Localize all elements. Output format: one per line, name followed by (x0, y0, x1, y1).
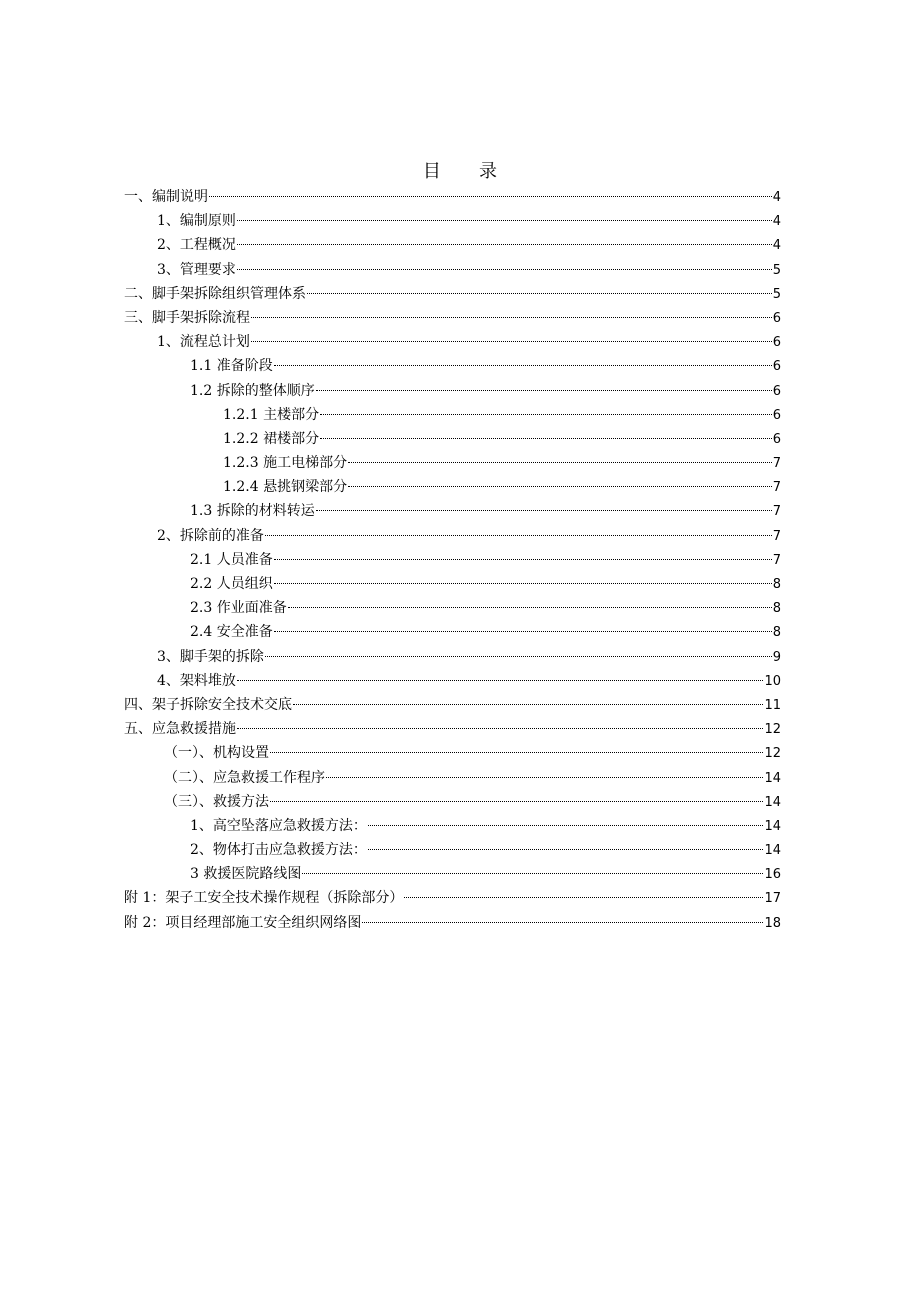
toc-entry-label: 1.1 准备阶段 (190, 358, 273, 375)
toc-entry-page-number: 9 (772, 649, 781, 665)
toc-dot-leader (237, 666, 764, 681)
toc-dot-leader (274, 569, 772, 584)
toc-dot-leader (288, 593, 772, 608)
toc-entry-label: 3、脚手架的拆除 (157, 648, 264, 665)
toc-dot-leader (209, 182, 772, 197)
toc-dot-leader (320, 400, 772, 415)
toc-entry-label: 1.2.3 施工电梯部分 (223, 455, 348, 472)
toc-entry-label: 五、应急救援措施 (124, 721, 236, 738)
toc-entry-label: 1、编制原则 (157, 213, 236, 230)
toc-entry-page-number: 14 (764, 794, 781, 810)
toc-dot-leader (237, 206, 772, 221)
toc-list (124, 185, 781, 935)
toc-dot-leader (362, 908, 763, 923)
toc-entry-label: 一、编制说明 (124, 189, 208, 205)
toc-dot-leader (274, 545, 772, 560)
toc-entry-label: 四、架子拆除安全技术交底 (124, 696, 292, 713)
toc-entry-label: 1、流程总计划 (157, 334, 250, 351)
toc-entry-label: 2、物体打击应急救援方法： (190, 842, 367, 859)
toc-dot-leader (274, 617, 772, 632)
toc-entry-label: 1、高空坠落应急救援方法： (190, 817, 367, 834)
toc-entry-label: 3 救援医院路线图 (190, 866, 302, 883)
toc-dot-leader (316, 376, 772, 391)
toc-entry-page-number: 6 (772, 407, 781, 423)
toc-entry-page-number: 6 (772, 383, 781, 399)
toc-entry-page-number: 6 (772, 335, 781, 351)
toc-entry-label: 3、管理要求 (157, 261, 236, 278)
toc-entry-page-number: 12 (764, 746, 781, 762)
toc-dot-leader (293, 690, 763, 705)
toc-dot-leader (265, 642, 772, 657)
toc-entry-page-number: 6 (772, 359, 781, 375)
toc-dot-leader (320, 424, 772, 439)
toc-entry-page-number: 14 (764, 770, 781, 786)
toc-entry-label: 二、脚手架拆除组织管理体系 (124, 285, 306, 302)
toc-entry-label: 4、架料堆放 (157, 672, 236, 689)
toc-entry-page-number: 10 (764, 673, 781, 689)
toc-entry-page-number: 12 (764, 722, 781, 738)
toc-entry-page-number: 8 (772, 577, 781, 592)
toc-entry-page-number: 7 (772, 480, 781, 496)
toc-entry-label: 1.3 拆除的材料转运 (190, 503, 315, 520)
toc-entry-page-number: 8 (772, 601, 781, 617)
toc-entry-label: 1.2.4 悬挑钢梁部分 (223, 479, 348, 496)
toc-entry-label: （二）、应急救援工作程序 (164, 769, 325, 786)
toc-dot-leader (326, 763, 763, 778)
toc-entry-label: （一）、机构设置 (164, 745, 269, 762)
toc-dot-leader (274, 351, 772, 366)
toc-entry-page-number: 6 (772, 431, 781, 447)
toc-dot-leader (368, 835, 764, 850)
toc-entry-page-number: 5 (772, 262, 781, 278)
toc-dot-leader (316, 496, 772, 511)
toc-entry-label: （三）、救援方法 (164, 793, 269, 810)
toc-dot-leader (270, 787, 763, 802)
toc-dot-leader (237, 714, 763, 729)
toc-dot-leader (348, 448, 772, 463)
toc-entry-label: 附 1：架子工安全技术操作规程（拆除部分） (124, 890, 404, 907)
toc-entry-label: 2.3 作业面准备 (190, 600, 287, 617)
toc-entry-label: 2.2 人员组织 (190, 576, 273, 592)
toc-entry-page-number: 7 (772, 552, 781, 568)
toc-entry-label: 1.2.2 裙楼部分 (223, 430, 320, 447)
toc-dot-leader (302, 859, 763, 874)
toc-dot-leader (251, 303, 772, 318)
toc-entry-page-number: 7 (772, 456, 781, 472)
toc-entry-page-number: 14 (764, 843, 781, 859)
toc-entry-label: 2、拆除前的准备 (157, 527, 264, 544)
toc-dot-leader (265, 521, 772, 536)
toc-entry-page-number: 4 (772, 190, 781, 205)
toc-entry-page-number: 18 (764, 915, 781, 931)
toc-entry-page-number: 8 (772, 625, 781, 641)
toc-dot-leader (404, 883, 763, 898)
toc-entry-page-number: 14 (764, 818, 781, 834)
toc-entry-label: 1.2.1 主楼部分 (223, 406, 320, 423)
toc-entry-page-number: 7 (772, 528, 781, 544)
toc-entry-label: 2.1 人员准备 (190, 551, 273, 568)
toc-dot-leader (251, 327, 772, 342)
toc-entry-label: 2.4 安全准备 (190, 624, 273, 641)
toc-dot-leader (237, 230, 772, 245)
toc-entry-label: 2、工程概况 (157, 237, 236, 254)
toc-entry-page-number: 4 (772, 214, 781, 230)
toc-entry-page-number: 4 (772, 238, 781, 254)
toc-entry-label: 1.2 拆除的整体顺序 (190, 382, 315, 399)
toc-entry-label: 附 2：项目经理部施工安全组织网络图 (124, 914, 362, 931)
toc-dot-leader (368, 811, 764, 826)
toc-entry-page-number: 16 (764, 867, 781, 883)
toc-title: 目 录 (422, 161, 514, 182)
toc-entry-page-number: 5 (772, 286, 781, 302)
toc-dot-leader (307, 279, 772, 294)
toc-dot-leader (348, 472, 772, 487)
toc-entry-label: 三、脚手架拆除流程 (124, 309, 250, 326)
toc-dot-leader (270, 738, 763, 753)
toc-entry-page-number: 6 (772, 310, 781, 326)
toc-dot-leader (237, 255, 772, 270)
toc-entry[interactable] (124, 911, 781, 935)
toc-entry-page-number: 7 (772, 504, 781, 520)
toc-entry-page-number: 17 (764, 891, 781, 907)
toc-entry-page-number: 11 (764, 697, 781, 713)
